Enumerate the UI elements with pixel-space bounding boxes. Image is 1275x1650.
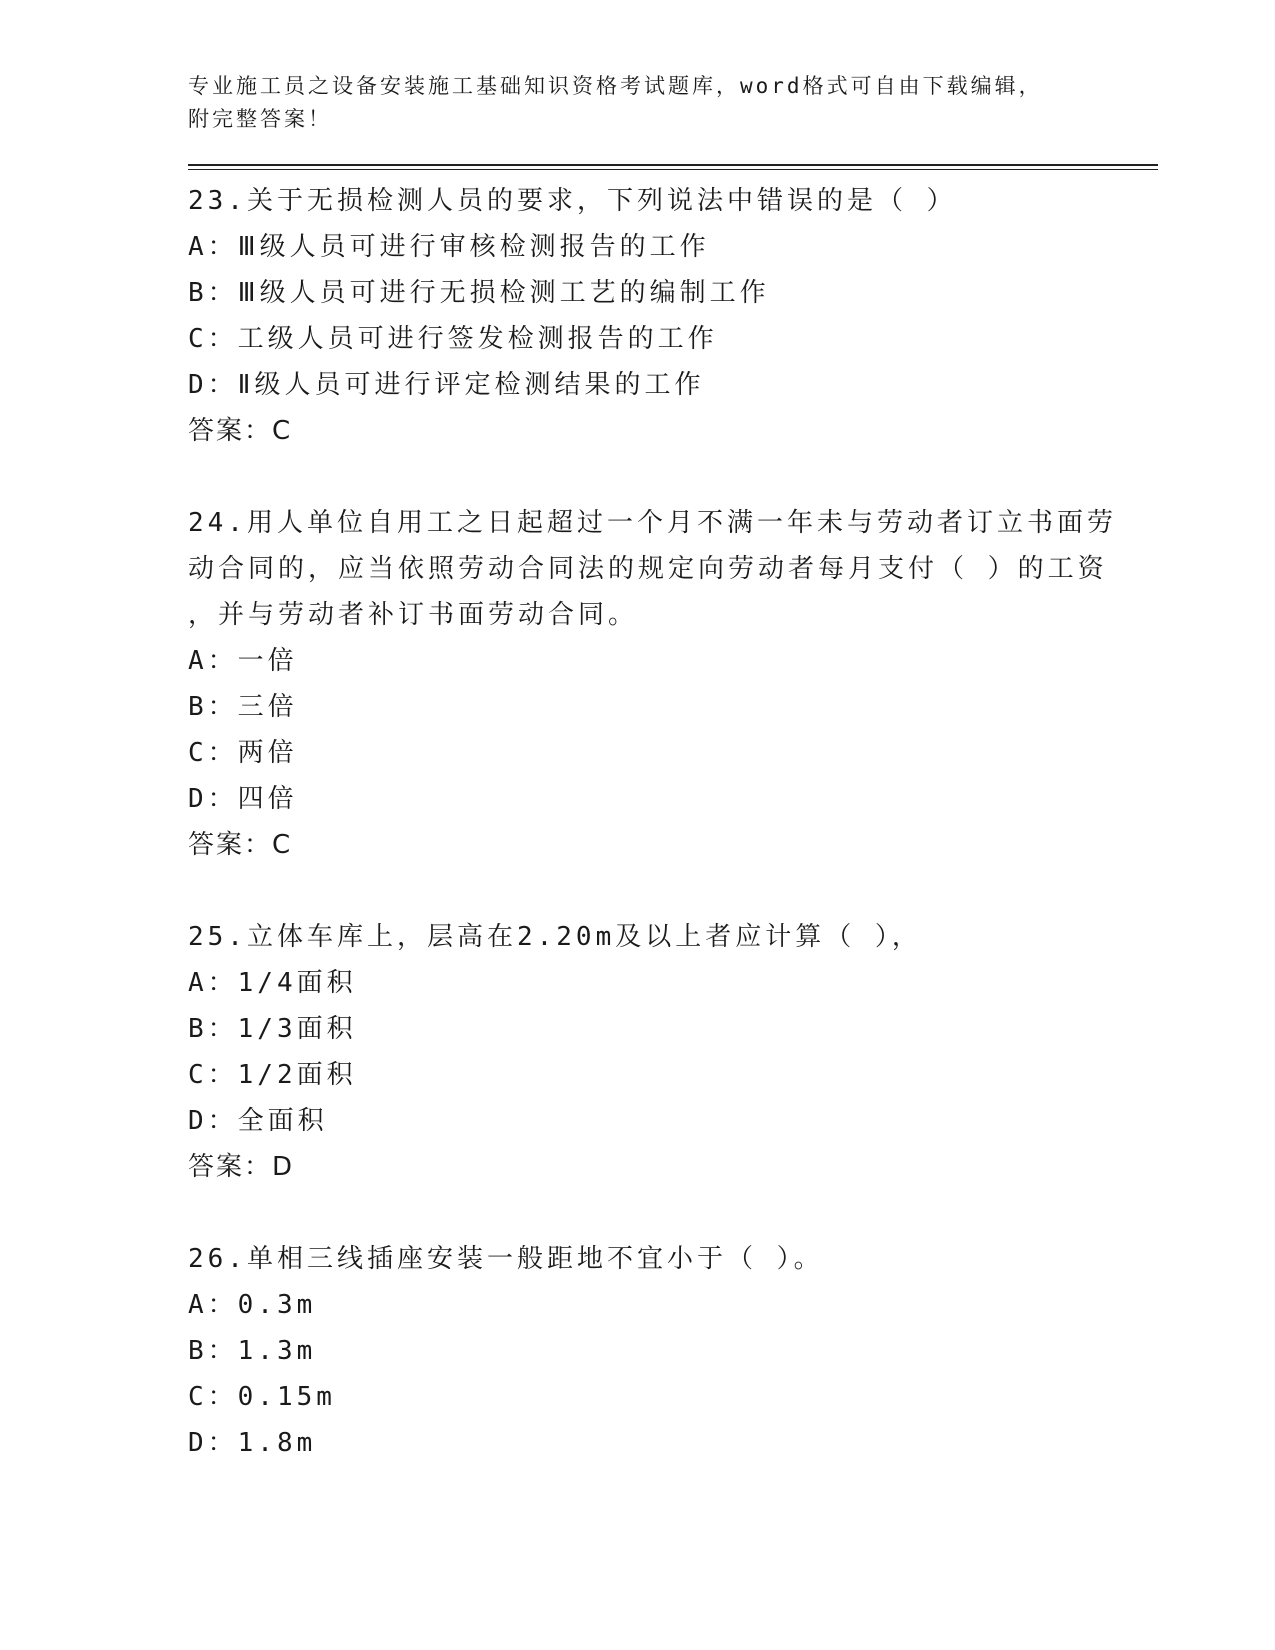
option-d: D：Ⅱ级人员可进行评定检测结果的工作 <box>188 370 705 400</box>
option-c: C：工级人员可进行签发检测报告的工作 <box>188 324 718 354</box>
question-stem: 23.关于无损检测人员的要求，下列说法中错误的是（ ） <box>188 186 957 216</box>
question-stem-line-3: ，并与劳动者补订书面劳动合同。 <box>188 600 639 630</box>
answer: 答案：C <box>188 830 293 860</box>
option-d: D：全面积 <box>188 1106 328 1136</box>
question-25 <box>188 914 1158 1190</box>
option-b: B：Ⅲ级人员可进行无损检测工艺的编制工作 <box>188 278 770 308</box>
option-b: B：三倍 <box>188 692 298 722</box>
option-b: B：1.3m <box>188 1336 317 1366</box>
question-stem-line-1: 24.用人单位自用工之日起超过一个月不满一年未与劳动者订立书面劳 <box>188 508 1117 538</box>
divider-thick <box>188 164 1158 166</box>
option-a: A：1/4面积 <box>188 968 357 998</box>
question-26 <box>188 1236 1158 1466</box>
question-stem: 26.单相三线插座安装一般距地不宜小于（ ）。 <box>188 1244 824 1274</box>
question-stem: 25.立体车库上，层高在2.20m及以上者应计算（ ）， <box>188 922 922 952</box>
header-line-1: 专业施工员之设备安装施工基础知识资格考试题库，word格式可自由下载编辑， <box>188 74 1043 98</box>
option-d: D：四倍 <box>188 784 298 814</box>
option-d: D：1.8m <box>188 1428 317 1458</box>
document-page <box>188 70 1158 1512</box>
question-stem-line-2: 动合同的，应当依照劳动合同法的规定向劳动者每月支付（ ）的工资 <box>188 554 1108 584</box>
divider-thin <box>188 169 1158 170</box>
header-divider <box>188 164 1158 170</box>
option-c: C：0.15m <box>188 1382 336 1412</box>
option-b: B：1/3面积 <box>188 1014 357 1044</box>
option-c: C：两倍 <box>188 738 298 768</box>
question-24 <box>188 500 1158 868</box>
option-c: C：1/2面积 <box>188 1060 357 1090</box>
option-a: A：0.3m <box>188 1290 317 1320</box>
question-23 <box>188 178 1158 454</box>
header-line-2: 附完整答案！ <box>188 107 332 131</box>
answer: 答案：D <box>188 1152 295 1182</box>
option-a: A：一倍 <box>188 646 298 676</box>
option-a: A：Ⅲ级人员可进行审核检测报告的工作 <box>188 232 710 262</box>
answer: 答案：C <box>188 416 293 446</box>
